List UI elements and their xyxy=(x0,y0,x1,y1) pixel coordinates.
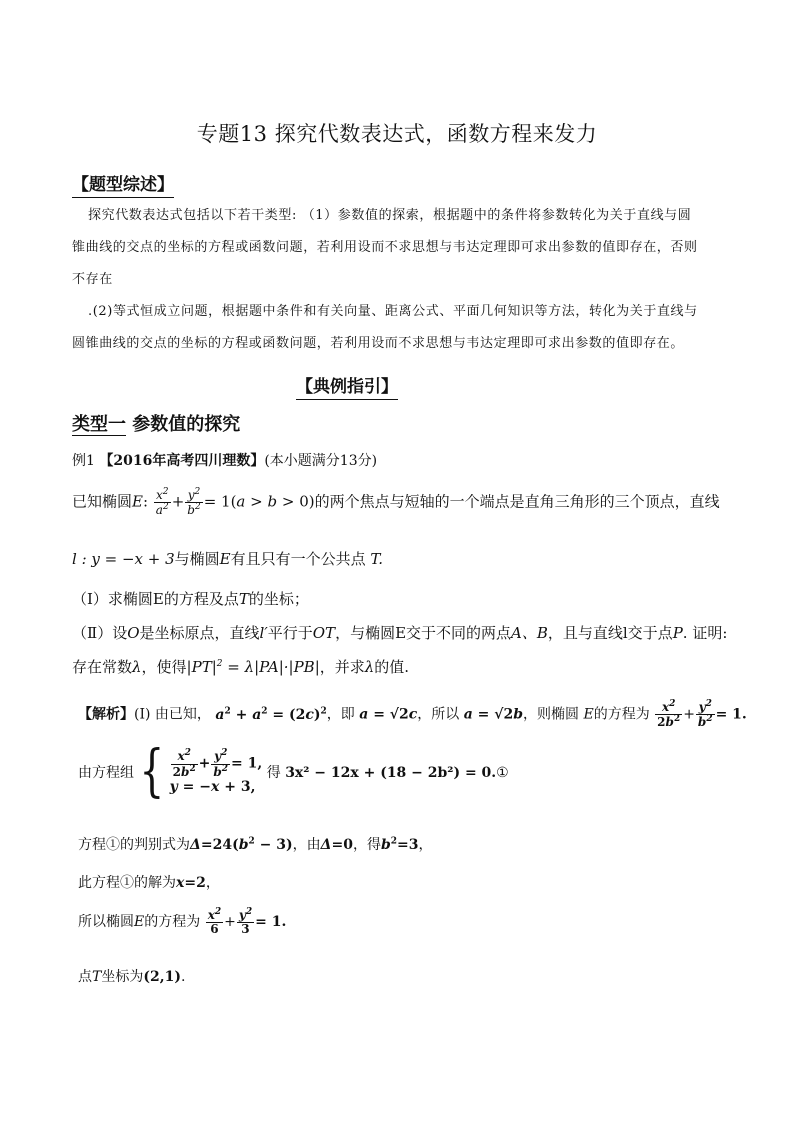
fraction: $\frac{x^2}{2b^2}$ xyxy=(657,699,681,730)
overview-line-2: 锥曲线的交点的坐标的方程或函数问题，若利用设而不求思想与韦达定理即可求出参数的值即存在，否则 xyxy=(72,240,698,255)
examples-heading: 【典例指引】 xyxy=(296,372,398,400)
fraction: $\frac{y^2}{b^2}$ xyxy=(187,487,201,518)
fraction: $\frac{x^2}{2b^2}$ xyxy=(172,748,196,779)
overview-line-3: 不存在 xyxy=(72,272,113,287)
equation-system: $\frac{x^2}{2b^2}$ + $\frac{y^2}{b^2}$ = 1, y = −x + 3, xyxy=(169,748,263,795)
question-2-line-1: （Ⅱ）设O是坐标原点，直线l′平行于OT，与椭圆E交于不同的两点A、B，且与直线l交于点P. 证明: xyxy=(72,624,728,642)
fraction: $\frac{y^2}{b^2}$ xyxy=(213,748,229,779)
example1-given: 已知椭圆E: $\frac{x^2}{a^2}$ + $\frac{y^2}{b^2}$ = 1(a > b > 0)的两个焦点与短轴的一个端点是直角三角形的三个顶点，直线 xyxy=(72,487,720,518)
solution-root: 此方程①的解为x=2， xyxy=(78,875,220,891)
type1-title: 参数值的探究 xyxy=(132,414,241,435)
example1-score: (本小题满分13分) xyxy=(264,453,378,469)
solution-point-t: 点T坐标为(2,1). xyxy=(78,969,186,985)
brace: { xyxy=(139,739,165,804)
type1-label: 类型一 xyxy=(72,414,126,435)
solution-discriminant: 方程①的判别式为$\Delta=24(b^2 - 3)$，由Δ=0，得$b^2=3$， xyxy=(78,836,433,853)
question-2-line-2: 存在常数λ，使得$|PT|^2 = \lambda|PA|\cdot|PB|$，并求λ的值. xyxy=(72,658,410,676)
solution-answer: 所以椭圆E的方程为 $\frac{x^2}{6}$ + $\frac{y^2}{3}$ = 1. xyxy=(78,907,287,937)
overview-line-5: 圆锥曲线的交点的坐标的方程或函数问题，若利用设而不求思想与韦达定理即可求出参数的值即存在。 xyxy=(72,336,685,351)
page-title: 专题13 探究代数表达式，函数方程来发力 xyxy=(196,122,598,146)
fraction: $\frac{y^2}{3}$ xyxy=(238,907,253,937)
overview-line-1: 探究代数表达式包括以下若干类型: （1）参数值的探索，根据题中的条件将参数转化为关于直线与圆 xyxy=(88,208,692,223)
fraction: $\frac{x^2}{a^2}$ xyxy=(155,487,169,518)
overview-heading: 【题型综述】 xyxy=(72,170,174,198)
line-equation: l : y = −x + 3 xyxy=(72,550,175,568)
solution-part1: 【解析】(Ⅰ) 由已知， $a^2 + a^2 = (2c)^2$，即 a = √2c，所以 a = √2b，则椭圆 E的方程为 $\frac{x^2}{2b^2}$ + $\frac{y^2}{b^2}$ = 1. xyxy=(78,699,747,730)
fraction: $\frac{x^2}{6}$ xyxy=(207,907,222,937)
solution-tag: 【解析】 xyxy=(78,706,134,723)
type1-heading xyxy=(72,410,240,436)
fraction: $\frac{y^2}{b^2}$ xyxy=(697,699,713,730)
example1-header xyxy=(72,450,377,470)
question-1: （Ⅰ）求椭圆E的方程及点T的坐标； xyxy=(72,590,309,608)
solution-system: 由方程组{ $\frac{x^2}{2b^2}$ + $\frac{y^2}{b^2}$ = 1, y = −x + 3, 得 3x² − 12x + (18 − 2b²) = 0.① xyxy=(78,739,509,804)
example1-line: l : y = −x + 3与椭圆E有且只有一个公共点 T. xyxy=(72,550,383,568)
overview-line-4: .(2)等式恒成立问题，根据题中条件和有关向量、距离公式、平面几何知识等方法，转化为关于直线与 xyxy=(88,304,698,319)
example1-source: 【2016年高考四川理数】 xyxy=(99,453,265,469)
example1-number: 例1 xyxy=(72,453,95,469)
